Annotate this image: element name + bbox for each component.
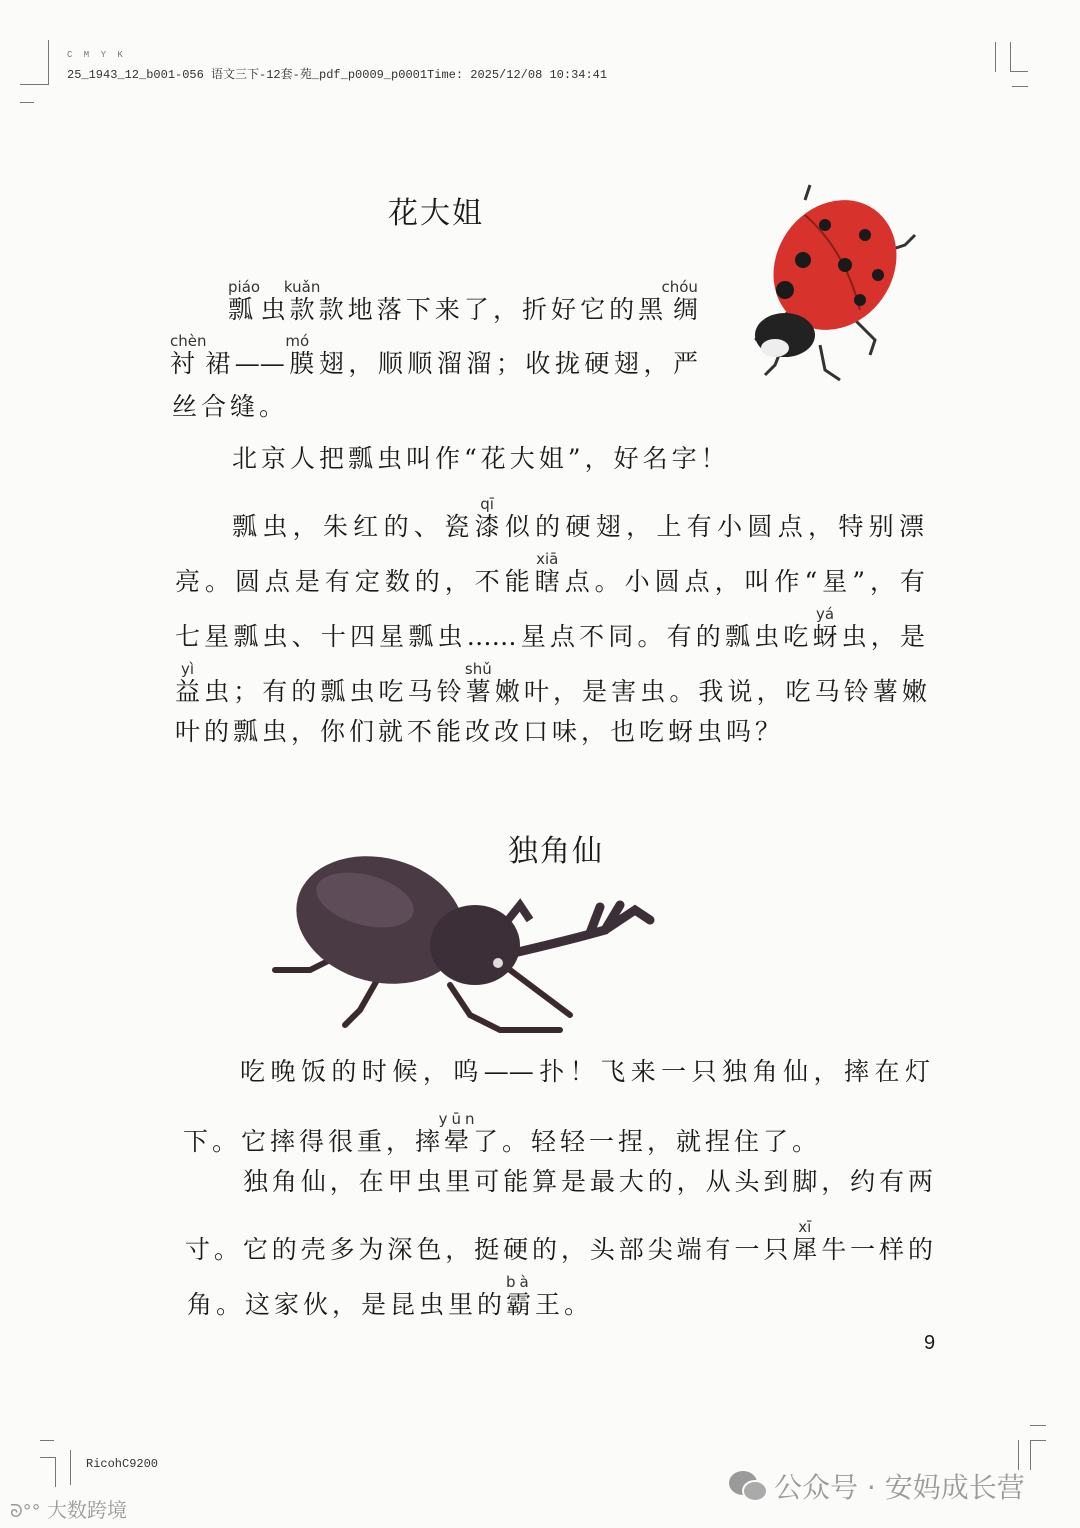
text-segment: 北京人把瓢虫叫作“花大姐”，好名字！ [232,444,730,473]
annotated-character [283,278,321,324]
text-line [170,334,698,379]
text-segment: 角。这家伙，是昆虫里的 [187,1290,507,1319]
character: 瓢 [228,295,261,324]
text-segment: 虫；有的瓢虫吃马铃 [204,677,466,706]
page-number: 9 [924,1332,936,1354]
character: 瞎 [534,567,565,596]
pinyin: xiā [534,550,560,568]
text-segment: 亮。圆点是有定数的，不能 [175,567,535,596]
annotated-character [506,1273,536,1319]
annotated-character [464,660,492,706]
text-line [175,552,925,597]
crop-mark [1030,1425,1046,1426]
wechat-icon [728,1469,768,1503]
pinyin: yì [175,660,201,678]
character: 晕 [438,1127,479,1156]
pinyin: kuǎn [283,278,321,296]
text-segment: 款地落下来了，折好它的黑 [314,295,668,324]
text-line [175,662,927,707]
text-segment: 七星瓢虫、十四星瓢虫……星点不同。有的瓢虫吃 [175,622,813,651]
text-line [175,717,784,747]
text-segment: 裙—— [200,349,285,378]
text-segment: 吃晚饭的时候，呜——扑！飞来一只独角仙，摔在灯 [240,1057,930,1086]
annotated-character [175,660,205,706]
annotated-character [284,332,319,378]
pinyin: xī [792,1218,818,1236]
character: 益 [175,677,205,706]
section-title-beetle: 独角仙 [508,834,604,869]
crop-mark [1010,42,1011,72]
text-segment: 独角仙，在甲虫里可能算是最大的，从头到脚，约有两 [243,1167,933,1196]
text-segment: 牛一样的 [821,1235,933,1264]
pinyin: mó [284,332,310,350]
annotated-character [438,1110,479,1156]
crop-mark [20,102,34,103]
text-segment: 似的硬翅，上有小圆点，特别漂 [504,512,924,541]
text-segment: 王。 [535,1290,594,1319]
text-line [172,392,288,422]
annotated-character [812,605,842,651]
ladybug-illustration [735,180,925,385]
character: 蚜 [812,622,842,651]
text-line [183,1112,821,1157]
crop-mark [48,40,49,85]
pinyin: shǔ [464,660,492,678]
character: 款 [283,295,321,324]
crop-mark [40,1457,55,1458]
text-segment: 点。小圆点，叫作“星”，有 [564,567,925,596]
text-line [185,1220,933,1265]
text-line [243,1167,933,1197]
text-line [228,280,698,325]
text-segment: 丝合缝。 [172,392,289,421]
crop-mark [1012,86,1028,87]
annotated-character [474,495,505,541]
crop-mark [70,1450,71,1485]
text-segment: 虫，是 [841,622,925,651]
watermark-left-text: 大数跨境 [47,1498,128,1522]
annotated-character [534,550,565,596]
crop-mark [1010,71,1028,72]
text-segment: 翅，顺顺溜溜；收拢硬翅，严 [318,349,698,378]
text-segment: 了。轻轻一捏，就捏住了。 [473,1127,822,1156]
pinyin: chóu [661,278,698,296]
text-line [232,444,730,474]
character: 薯 [464,677,492,706]
crop-mark [995,42,996,72]
pinyin: yá [812,605,838,623]
text-line [232,497,924,542]
character: 衬 [170,349,207,378]
printer-label: RicohC9200 [86,1457,159,1471]
watermark-right-text: 公众号 · 安妈成长营 [774,1471,1025,1504]
text-segment: 寸。它的壳多为深色，挺硬的，头部尖端有一只 [185,1235,793,1264]
pinyin: yūn [438,1110,479,1128]
crop-mark [1030,1440,1046,1441]
text-segment: 虫 [256,295,290,324]
watermark-right [728,1466,1025,1506]
text-line [187,1275,593,1320]
text-segment: 瓢虫，朱红的、瓷 [232,512,475,541]
pinyin: bà [506,1273,536,1291]
pinyin: chèn [170,332,207,350]
character: 膜 [284,349,319,378]
rhinoceros-beetle-illustration [270,845,660,1045]
character: 绸 [661,295,698,324]
text-line [175,607,925,652]
text-segment: 叶的瓢虫，你们就不能改改口味，也吃蚜虫吗？ [175,717,785,746]
annotated-character [170,332,207,378]
crop-mark [20,84,48,85]
text-line [240,1057,930,1087]
cmyk-label: C M Y K [67,50,126,60]
crop-mark [55,1457,56,1487]
watermark-logo-icon: ᘐ°° [10,1501,41,1522]
pinyin: qī [474,495,500,513]
annotated-character [792,1218,822,1264]
character: 漆 [474,512,505,541]
text-segment: 下。它摔得很重，摔 [183,1127,445,1156]
text-segment: 嫩叶，是害虫。我说，吃马铃薯嫩 [490,677,927,706]
annotated-character [228,278,261,324]
character: 霸 [506,1290,536,1319]
crop-mark [40,1440,54,1441]
print-info: 25_1943_12_b001-056 语文三下-12套-苑_pdf_p0009_p0001Time: 2025/12/08 10:34:41 [67,68,608,82]
pinyin: piáo [228,278,261,296]
watermark-left [10,1494,127,1523]
annotated-character [661,278,698,324]
character: 犀 [792,1235,822,1264]
section-title-ladybug: 花大姐 [388,196,484,231]
crop-mark [1030,1440,1031,1470]
